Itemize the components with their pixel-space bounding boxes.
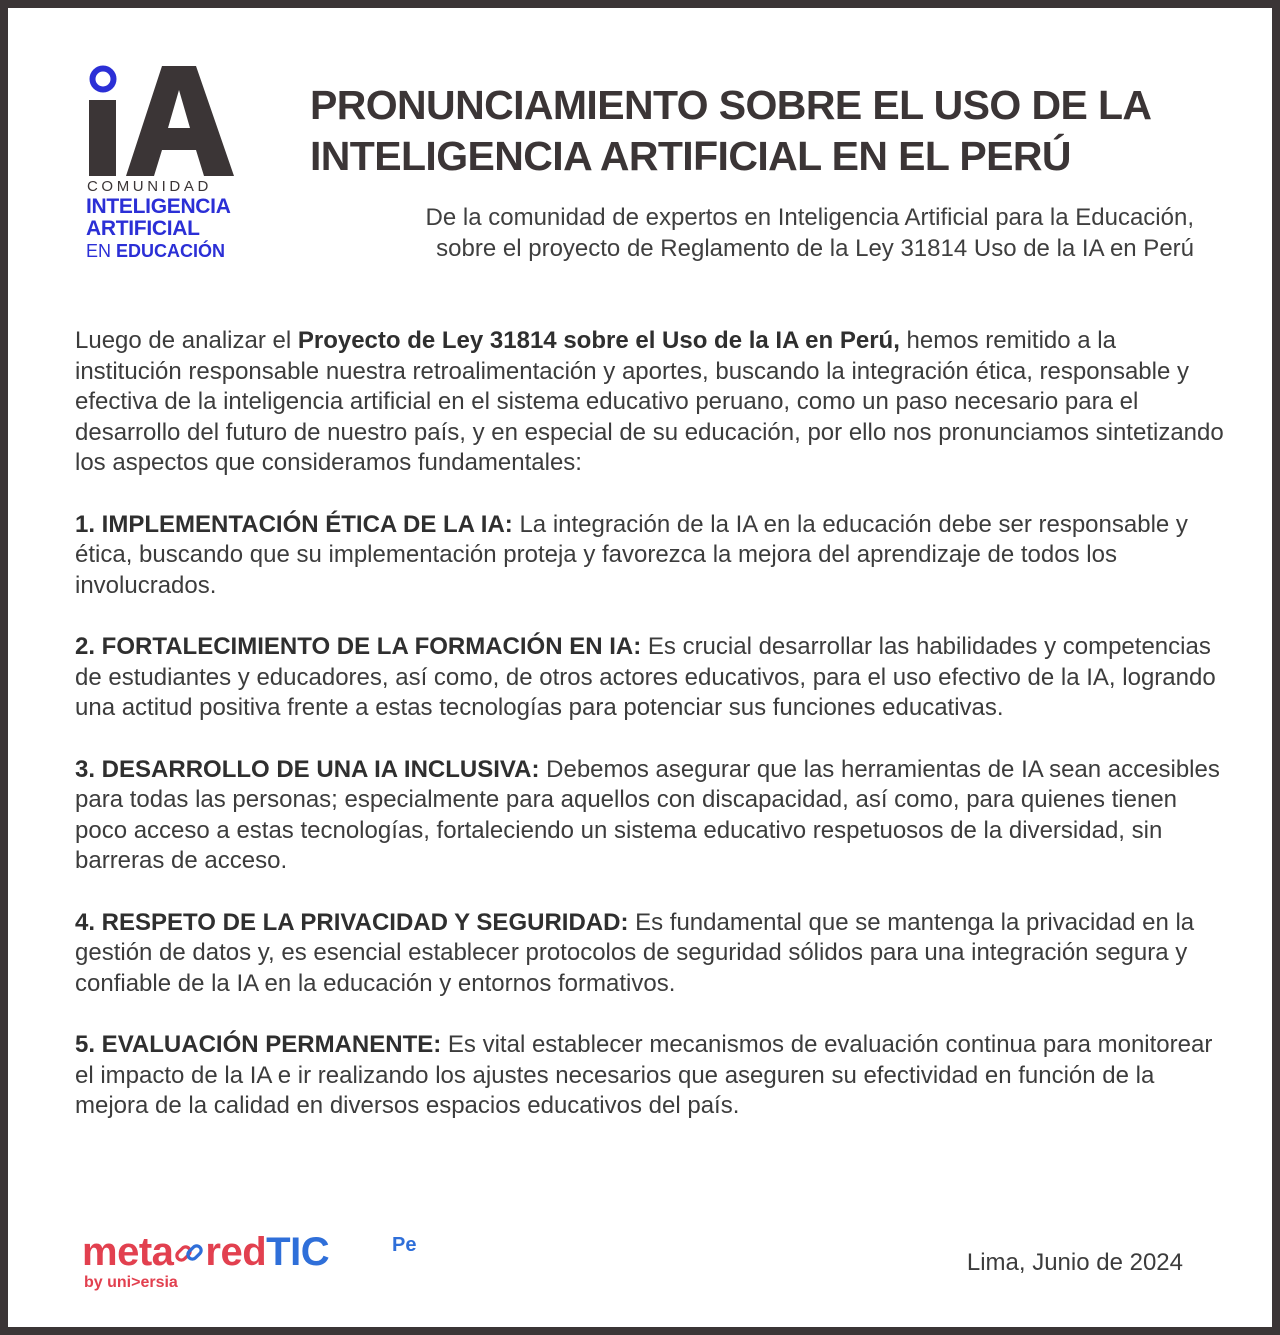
page-subtitle: [274, 202, 1194, 264]
point-1-heading: 1. IMPLEMENTACIÓN ÉTICA DE LA IA:: [75, 510, 513, 538]
point-1-text: La integración de la IA en la educación debe ser responsable y ética, buscando que su implementación proteja y favorezca la mejora del aprendizaje de todos los involucrados.: [75, 510, 1188, 599]
point-5: [75, 1030, 1225, 1122]
community-logo: [86, 64, 246, 264]
point-1: [75, 510, 1225, 602]
intro-paragraph: [75, 326, 1225, 479]
point-5-text: Es vital establecer mecanismos de evaluación continua para monitorear el impacto de la IA e ir realizando los ajustes necesarios que aseguren su efectividad en función de la mejora de la calidad en diversos espacios educativos del país.: [75, 1031, 1213, 1119]
logo-inteligencia-text: INTELIGENCIA: [86, 195, 231, 218]
metaredtic-logo: [82, 1230, 442, 1300]
logo-artificial-text: ARTIFICIAL: [86, 217, 200, 240]
subtitle-line-1: De la comunidad de expertos en Inteligencia Artificial para la Educación,: [425, 204, 1194, 231]
point-5-heading: 5. EVALUACIÓN PERMANENTE:: [75, 1031, 442, 1058]
brand-by-text: by uni>ersia: [84, 1274, 178, 1291]
point-4-heading: 4. RESPETO DE LA PRIVACIDAD Y SEGURIDAD:: [75, 908, 629, 936]
document-body: [75, 326, 1225, 1153]
ia-logo-mark: [86, 64, 238, 178]
chain-link-icon: [174, 1238, 204, 1268]
brand-red-text: red: [205, 1230, 267, 1274]
intro-bold: Proyecto de Ley 31814 sobre el Uso de la IA en Perú,: [297, 327, 900, 354]
intro-rest: hemos remitido a la institución responsable nuestra retroalimentación y aportes, buscando la integración ética, responsable y efectiva de la inteligencia artificial en el sistema educativo peruano, como un paso necesario para el desarrollo del futuro de nuestro país, y en especial de su educación, por ello nos pronunciamos sintetizando los aspectos que consideramos fundamentales:: [75, 327, 1224, 476]
logo-en-word: EN: [86, 241, 112, 261]
point-3: [75, 755, 1225, 877]
logo-en-educacion-text: [86, 240, 225, 262]
point-2: [75, 632, 1225, 724]
point-4-text: Es fundamental que se mantenga la privacidad en la gestión de datos y, es esencial establecer protocolos de seguridad sólidos para una integración segura y confiable de la IA en la educación y entornos formativos.: [75, 908, 1195, 997]
page-title: PRONUNCIAMIENTO SOBRE EL USO DE LA INTELIGENCIA ARTIFICIAL EN EL PERÚ: [310, 82, 1150, 179]
logo-educacion-word: EDUCACIÓN: [116, 241, 226, 261]
brand-pe-text: Pe: [392, 1234, 417, 1256]
point-3-text: Debemos asegurar que las herramientas de IA sean accesibles para todas las personas; especialmente para aquellos con discapacidad, así como, para quienes tienen poco acceso a estas tecnologías, fortaleciendo un sistema educativo respetuosos de la diversidad, sin barreras de acceso.: [75, 755, 1220, 874]
logo-comunidad-text: COMUNIDAD: [87, 178, 212, 195]
brand-tic-text: TIC: [266, 1230, 330, 1274]
place-date: Lima, Junio de 2024: [966, 1249, 1183, 1276]
point-4: [75, 908, 1225, 1000]
subtitle-line-2: sobre el proyecto de Reglamento de la Ley 31814 Uso de la IA en Perú: [436, 235, 1194, 262]
intro-lead: Luego de analizar el: [75, 327, 298, 354]
brand-meta-text: meta: [82, 1230, 174, 1274]
brand-wordmark: [82, 1230, 329, 1274]
point-3-heading: 3. DESARROLLO DE UNA IA INCLUSIVA:: [75, 755, 540, 783]
point-2-text: Es crucial desarrollar las habilidades y competencias de estudiantes y educadores, así como, de otros actores educativos, para el uso efectivo de la IA, logrando una actitud positiva frente a estas tecnologías para potenciar sus funciones educativas.: [75, 633, 1216, 721]
point-2-heading: 2. FORTALECIMIENTO DE LA FORMACIÓN EN IA:: [75, 633, 642, 660]
